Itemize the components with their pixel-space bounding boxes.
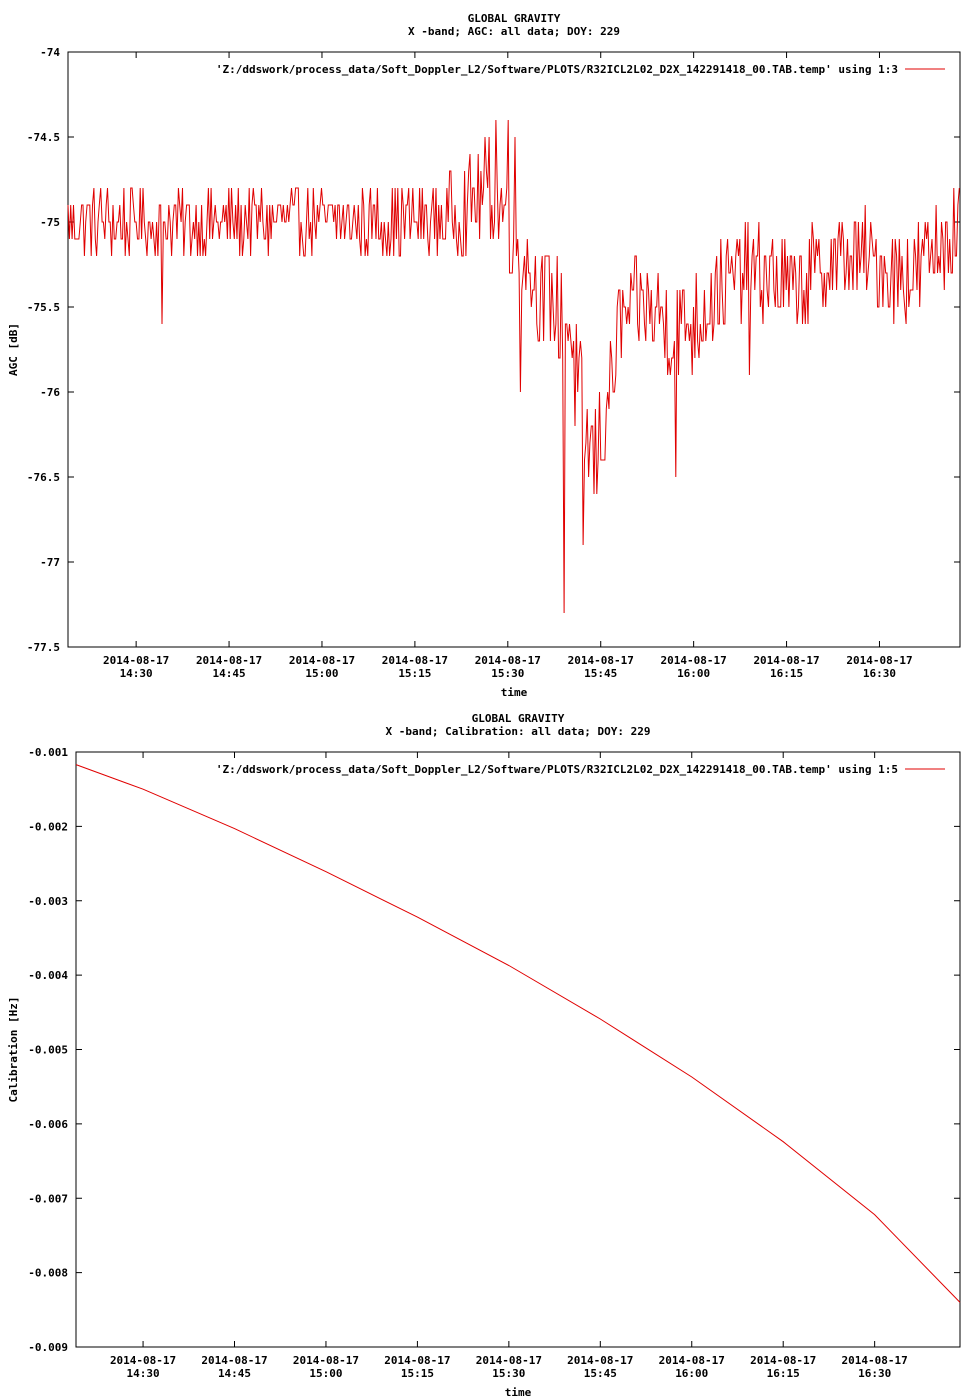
x-tick-date-label: 2014-08-17 [658,1354,725,1367]
legend-label: 'Z:/ddswork/process_data/Soft_Doppler_L2/Software/PLOTS/R32ICL2L02_D2X_142291418_00.TAB.temp' using 1:5 [215,763,898,776]
y-tick-label: -74 [40,46,60,59]
y-tick-label: -75 [40,216,60,229]
x-tick-date-label: 2014-08-17 [846,654,913,667]
y-axis-label: Calibration [Hz] [7,996,20,1103]
y-tick-label: -77 [40,556,60,569]
x-tick-date-label: 2014-08-17 [567,1354,634,1367]
x-tick-date-label: 2014-08-17 [201,1354,268,1367]
x-tick-time-label: 15:00 [305,667,339,680]
x-tick-time-label: 16:30 [862,667,897,680]
x-tick-date-label: 2014-08-17 [660,654,727,667]
y-tick-label: -0.002 [28,820,68,834]
chart-panel-2 [7,712,960,1399]
y-tick-label: -0.009 [28,1341,68,1354]
x-tick-date-label: 2014-08-17 [841,1354,908,1367]
x-tick-time-label: 14:30 [119,667,153,680]
x-tick-date-label: 2014-08-17 [109,1354,177,1367]
plot-frame [68,52,960,647]
x-tick-time-label: 16:30 [858,1367,892,1380]
y-tick-label: -75.5 [26,301,60,314]
y-tick-label: -74.5 [26,131,60,144]
y-tick-label: -77.5 [26,641,60,654]
x-tick-date-label: 2014-08-17 [103,654,170,667]
y-tick-label: -0.001 [28,746,68,759]
y-tick-label: -76.5 [26,471,60,484]
x-tick-date-label: 2014-08-17 [288,654,356,667]
x-tick-time-label: 14:45 [212,667,246,680]
series-line [68,120,959,613]
x-tick-time-label: 15:30 [491,667,525,680]
x-tick-time-label: 16:15 [766,1367,800,1380]
x-tick-time-label: 14:45 [217,1367,252,1380]
x-tick-time-label: 14:30 [126,1367,160,1380]
series-line [76,765,960,1303]
chart-subtitle: X -band; Calibration: all data; DOY: 229 [385,725,651,738]
y-tick-label: -0.007 [28,1192,68,1206]
x-tick-date-label: 2014-08-17 [475,1354,542,1367]
x-tick-date-label: 2014-08-17 [384,1354,451,1367]
y-tick-label: -0.008 [28,1266,68,1280]
x-tick-time-label: 16:15 [769,667,804,680]
x-axis-label: time [500,686,528,699]
x-tick-date-label: 2014-08-17 [567,654,634,667]
x-tick-time-label: 16:00 [677,667,711,680]
x-tick-date-label: 2014-08-17 [753,654,820,667]
x-tick-date-label: 2014-08-17 [292,1354,360,1367]
x-tick-date-label: 2014-08-17 [195,654,263,667]
legend-label: 'Z:/ddswork/process_data/Soft_Doppler_L2/Software/PLOTS/R32ICL2L02_D2X_142291418_00.TAB.temp' using 1:3 [215,63,898,76]
y-tick-label: -0.006 [28,1117,68,1131]
chart-subtitle: X -band; AGC: all data; DOY: 229 [408,25,620,38]
chart-title: GLOBAL GRAVITY [467,12,561,25]
y-axis-label: AGC [dB] [7,323,20,376]
y-tick-label: -76 [40,386,60,399]
x-tick-time-label: 15:30 [492,1367,526,1380]
y-tick-label: -0.005 [28,1043,68,1057]
chart-panel-1 [7,12,960,699]
chart-title: GLOBAL GRAVITY [471,712,565,725]
x-tick-date-label: 2014-08-17 [381,654,449,667]
x-tick-time-label: 16:00 [675,1367,709,1380]
y-tick-label: -0.003 [28,894,68,908]
x-tick-time-label: 15:45 [583,1367,617,1380]
x-tick-time-label: 15:00 [309,1367,343,1380]
y-tick-label: -0.004 [28,969,68,983]
x-tick-date-label: 2014-08-17 [474,654,541,667]
x-tick-time-label: 15:15 [400,1367,434,1380]
x-tick-date-label: 2014-08-17 [750,1354,817,1367]
x-axis-label: time [504,1386,532,1399]
plot-frame [76,752,960,1347]
x-tick-time-label: 15:15 [398,667,432,680]
x-tick-time-label: 15:45 [584,667,618,680]
